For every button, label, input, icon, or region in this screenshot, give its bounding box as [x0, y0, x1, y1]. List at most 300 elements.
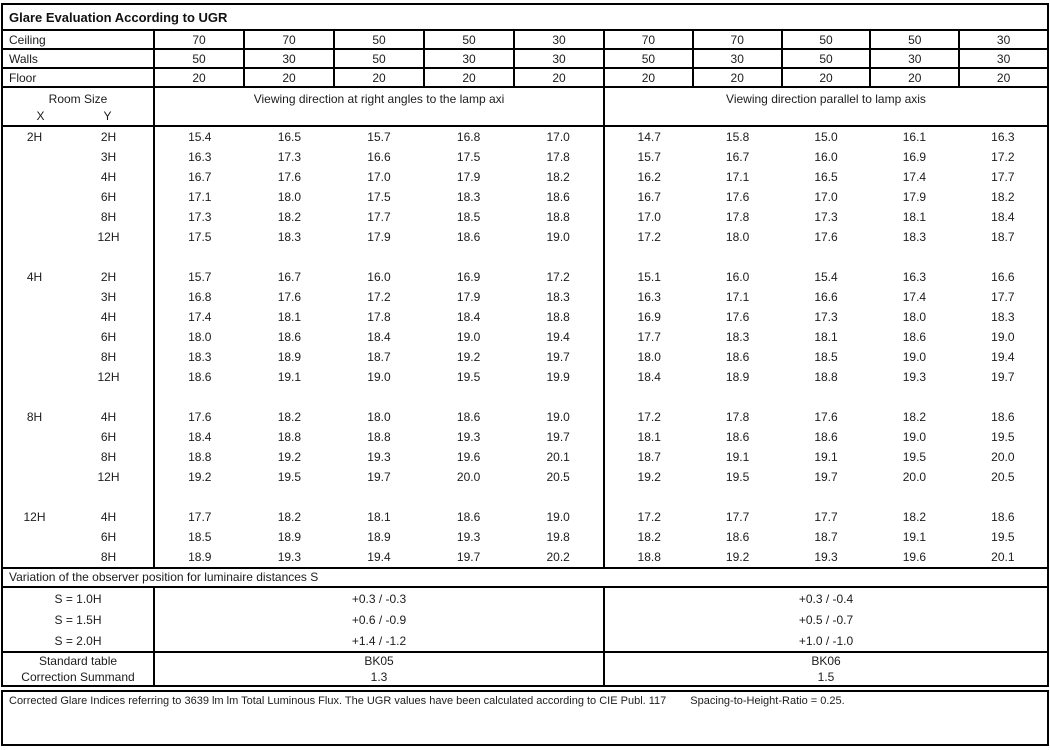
xy-cell	[3, 427, 153, 447]
ugr-row	[3, 167, 1047, 187]
ugr-value: 17.8	[546, 150, 570, 164]
variation-right-value: +1.0 / -1.0	[603, 630, 1047, 651]
ugr-value: 16.5	[814, 170, 838, 184]
ugr-value: 17.6	[188, 410, 212, 424]
xy-cell	[3, 227, 153, 247]
room-xy-labels	[3, 109, 153, 123]
ugr-value: 19.2	[277, 450, 302, 464]
ugr-value: 19.3	[902, 370, 927, 384]
ugr-value: 18.5	[188, 530, 212, 544]
surface-value: 20	[243, 69, 333, 86]
y-value: 6H	[100, 190, 117, 204]
right-values	[603, 407, 1047, 427]
ugr-value: 18.6	[188, 370, 212, 384]
surface-value: 30	[692, 50, 781, 67]
ugr-value: 16.3	[991, 130, 1015, 144]
page-title: Glare Evaluation According to UGR	[3, 5, 1047, 31]
ugr-row	[3, 307, 1047, 327]
x-value	[3, 447, 78, 467]
ugr-row	[3, 527, 1047, 547]
summary-label: Standard table	[38, 654, 118, 668]
x-value	[3, 427, 78, 447]
ugr-value: 19.6	[456, 450, 481, 464]
x-axis-label: X	[36, 109, 45, 123]
ugr-row	[3, 227, 1047, 247]
ugr-value: 18.8	[546, 310, 570, 324]
y-value: 3H	[100, 150, 117, 164]
y-axis-label: Y	[103, 109, 112, 123]
xy-cell	[3, 127, 153, 147]
ugr-value: 16.2	[637, 170, 661, 184]
ugr-value: 18.3	[991, 310, 1015, 324]
ugr-value: 18.2	[991, 190, 1015, 204]
x-value	[3, 367, 78, 387]
x-value	[3, 187, 78, 207]
ugr-value: 19.3	[277, 550, 302, 564]
ugr-value: 16.6	[814, 290, 838, 304]
ugr-value	[424, 247, 514, 267]
surface-left-group	[153, 31, 603, 48]
ugr-value: 18.6	[277, 330, 302, 344]
x-value	[3, 227, 78, 247]
ugr-value: 17.6	[725, 190, 750, 204]
left-values	[153, 127, 603, 147]
variation-row	[3, 609, 1047, 630]
ugr-value	[334, 387, 424, 407]
variation-block	[3, 588, 1047, 651]
ugr-value: 15.1	[637, 270, 661, 284]
ugr-value: 20.1	[991, 550, 1015, 564]
ugr-value: 16.3	[188, 150, 212, 164]
ugr-value: 19.5	[277, 470, 302, 484]
ugr-value: 20.0	[902, 470, 927, 484]
ugr-value: 17.6	[277, 170, 302, 184]
left-values	[153, 547, 603, 567]
ugr-value: 18.8	[546, 210, 570, 224]
left-values	[153, 487, 603, 507]
ugr-value: 17.7	[814, 510, 838, 524]
xy-cell	[3, 387, 153, 407]
left-values	[153, 227, 603, 247]
ugr-value: 19.0	[456, 330, 481, 344]
ugr-value: 17.8	[725, 410, 750, 424]
y-value: 2H	[100, 130, 117, 144]
ugr-value: 19.5	[725, 470, 750, 484]
xy-cell	[3, 527, 153, 547]
ugr-value: 18.0	[277, 190, 302, 204]
ugr-value: 17.1	[725, 290, 750, 304]
ugr-value: 18.6	[902, 330, 927, 344]
ugr-value: 18.4	[367, 330, 391, 344]
summary-row	[3, 653, 1047, 669]
footer-ratio-text: Spacing-to-Height-Ratio = 0.25.	[690, 695, 845, 707]
ugr-value: 14.7	[637, 130, 661, 144]
ugr-value: 18.0	[637, 350, 661, 364]
y-value	[78, 387, 153, 407]
ugr-row	[3, 507, 1047, 527]
xy-cell	[3, 447, 153, 467]
variation-left-value: +0.3 / -0.3	[153, 588, 603, 609]
ugr-value: 19.6	[902, 550, 927, 564]
ugr-value: 19.3	[814, 550, 838, 564]
right-values	[603, 427, 1047, 447]
summary-label: Correction Summand	[21, 670, 135, 684]
ugr-value	[693, 387, 781, 407]
variation-row	[3, 630, 1047, 651]
ugr-row	[3, 287, 1047, 307]
ugr-value: 18.9	[277, 350, 302, 364]
ugr-value: 18.3	[188, 350, 212, 364]
left-values	[153, 427, 603, 447]
right-values	[603, 307, 1047, 327]
ugr-value: 17.2	[637, 230, 661, 244]
surface-right-group	[603, 50, 1047, 67]
ugr-value: 16.0	[814, 150, 838, 164]
ugr-value: 19.9	[546, 370, 570, 384]
ugr-value: 16.9	[902, 150, 927, 164]
ugr-value: 18.7	[991, 230, 1015, 244]
ugr-value: 17.2	[637, 410, 661, 424]
summary-right-value: BK06	[603, 653, 1047, 669]
ugr-value: 15.7	[188, 270, 212, 284]
left-values	[153, 387, 603, 407]
summary-block	[3, 651, 1047, 685]
ugr-value: 17.6	[814, 410, 838, 424]
ugr-value	[870, 247, 958, 267]
y-value: 12H	[97, 370, 120, 384]
ugr-value: 19.0	[546, 230, 570, 244]
left-values	[153, 447, 603, 467]
ugr-value: 17.4	[902, 290, 927, 304]
y-value: 6H	[100, 530, 117, 544]
ugr-value	[605, 487, 693, 507]
right-values	[603, 367, 1047, 387]
footer-note	[9, 695, 1041, 707]
x-value	[3, 487, 78, 507]
x-value: 4H	[26, 270, 43, 284]
surface-value: 20	[869, 69, 958, 86]
ugr-value	[245, 387, 335, 407]
y-value: 6H	[100, 330, 117, 344]
ugr-value: 16.7	[188, 170, 212, 184]
ugr-value	[513, 487, 603, 507]
ugr-value: 17.7	[991, 290, 1015, 304]
ugr-value: 16.6	[367, 150, 391, 164]
surface-value: 20	[333, 69, 423, 86]
ugr-row	[3, 547, 1047, 567]
ugr-row	[3, 467, 1047, 487]
ugr-value: 17.5	[456, 150, 481, 164]
y-value: 4H	[100, 410, 117, 424]
ugr-value: 17.1	[725, 170, 750, 184]
ugr-value: 16.9	[456, 270, 481, 284]
ugr-value: 19.1	[902, 530, 927, 544]
ugr-value: 17.9	[456, 290, 481, 304]
ugr-value	[155, 387, 245, 407]
surface-label: Ceiling	[9, 32, 46, 47]
xy-cell	[3, 307, 153, 327]
ugr-value: 17.2	[991, 150, 1015, 164]
summary-row	[3, 669, 1047, 685]
ugr-value: 19.1	[277, 370, 302, 384]
xy-cell	[3, 187, 153, 207]
ugr-value: 19.5	[991, 430, 1015, 444]
surface-value: 30	[243, 50, 333, 67]
ugr-row	[3, 427, 1047, 447]
y-value: 8H	[100, 210, 117, 224]
left-values	[153, 167, 603, 187]
ugr-value: 18.6	[725, 530, 750, 544]
right-values	[603, 267, 1047, 287]
right-values	[603, 227, 1047, 247]
left-values	[153, 407, 603, 427]
surface-value: 70	[153, 31, 243, 48]
x-value	[3, 467, 78, 487]
ugr-row	[3, 267, 1047, 287]
ugr-value	[693, 487, 781, 507]
left-values	[153, 287, 603, 307]
x-value	[3, 167, 78, 187]
ugr-value: 18.6	[456, 410, 481, 424]
ugr-row	[3, 147, 1047, 167]
ugr-value: 18.3	[725, 330, 750, 344]
y-value: 4H	[100, 170, 117, 184]
ugr-value	[782, 247, 870, 267]
ugr-value: 16.7	[277, 270, 302, 284]
room-size-label: Room Size	[48, 92, 108, 106]
ugr-value	[782, 487, 870, 507]
x-value	[3, 207, 78, 227]
ugr-value: 18.8	[367, 430, 391, 444]
ugr-value: 19.5	[902, 450, 927, 464]
left-values	[153, 267, 603, 287]
surface-value: 50	[781, 31, 870, 48]
ugr-value: 16.7	[637, 190, 661, 204]
ugr-value: 18.0	[902, 310, 927, 324]
surface-value: 50	[333, 50, 423, 67]
ugr-value	[155, 247, 245, 267]
summary-left-value: 1.3	[153, 669, 603, 685]
ugr-value: 17.7	[367, 210, 391, 224]
ugr-value: 18.2	[902, 510, 927, 524]
ugr-value: 18.1	[637, 430, 661, 444]
surface-value: 70	[243, 31, 333, 48]
surface-value: 30	[513, 31, 603, 48]
variation-distance-label: S = 1.0H	[54, 591, 102, 606]
ugr-value: 16.8	[456, 130, 481, 144]
ugr-value: 17.8	[725, 210, 750, 224]
ugr-value	[959, 487, 1047, 507]
variation-distance-label: S = 2.0H	[54, 633, 102, 648]
ugr-value	[334, 487, 424, 507]
y-value: 12H	[97, 230, 120, 244]
ugr-value: 20.5	[991, 470, 1015, 484]
ugr-value	[870, 487, 958, 507]
x-value: 12H	[23, 510, 46, 524]
ugr-value: 20.1	[546, 450, 570, 464]
surface-value: 50	[781, 50, 870, 67]
ugr-value: 17.1	[188, 190, 212, 204]
ugr-value: 17.3	[188, 210, 212, 224]
xy-cell	[3, 247, 153, 267]
surface-row	[3, 31, 1047, 50]
ugr-value: 17.9	[456, 170, 481, 184]
ugr-value: 18.2	[277, 210, 302, 224]
right-values	[603, 527, 1047, 547]
ugr-value: 18.3	[456, 190, 481, 204]
ugr-value	[693, 247, 781, 267]
surface-value: 20	[958, 69, 1047, 86]
surface-left-group	[153, 50, 603, 67]
ugr-value: 19.0	[546, 510, 570, 524]
ugr-value: 17.6	[814, 230, 838, 244]
ugr-value	[782, 387, 870, 407]
surface-value: 20	[603, 69, 692, 86]
ugr-value: 18.6	[546, 190, 570, 204]
left-values	[153, 207, 603, 227]
ugr-value: 18.7	[367, 350, 391, 364]
ugr-value: 16.8	[188, 290, 212, 304]
surface-value: 20	[692, 69, 781, 86]
ugr-value: 17.8	[367, 310, 391, 324]
ugr-value: 17.0	[637, 210, 661, 224]
surface-value: 30	[958, 31, 1047, 48]
ugr-value: 18.6	[725, 350, 750, 364]
ugr-value: 18.2	[902, 410, 927, 424]
right-values	[603, 487, 1047, 507]
x-value	[3, 287, 78, 307]
surface-row	[3, 50, 1047, 69]
xy-cell	[3, 407, 153, 427]
y-value	[78, 247, 153, 267]
ugr-value: 19.7	[367, 470, 391, 484]
ugr-value: 20.2	[546, 550, 570, 564]
right-values	[603, 447, 1047, 467]
table-header-row	[3, 88, 1047, 127]
surface-label: Floor	[9, 70, 37, 85]
ugr-value: 18.1	[814, 330, 838, 344]
right-values	[603, 247, 1047, 267]
section-spacer-row	[3, 487, 1047, 507]
ugr-row	[3, 187, 1047, 207]
ugr-value: 18.6	[814, 430, 838, 444]
x-value	[3, 307, 78, 327]
ugr-value	[245, 247, 335, 267]
ugr-value: 18.8	[637, 550, 661, 564]
ugr-value: 18.5	[814, 350, 838, 364]
ugr-value: 19.5	[456, 370, 481, 384]
surface-right-group	[603, 31, 1047, 48]
ugr-value: 17.6	[725, 310, 750, 324]
xy-cell	[3, 327, 153, 347]
ugr-value: 17.9	[902, 190, 927, 204]
right-values	[603, 347, 1047, 367]
variation-right-value: +0.5 / -0.7	[603, 609, 1047, 630]
ugr-value: 17.3	[277, 150, 302, 164]
ugr-value: 19.5	[991, 530, 1015, 544]
xy-cell	[3, 267, 153, 287]
ugr-value: 17.7	[725, 510, 750, 524]
surface-value: 30	[513, 50, 603, 67]
right-values	[603, 287, 1047, 307]
ugr-value	[334, 247, 424, 267]
ugr-value: 16.3	[637, 290, 661, 304]
ugr-value: 18.9	[725, 370, 750, 384]
surface-value: 50	[333, 31, 423, 48]
ugr-value: 18.4	[188, 430, 212, 444]
ugr-value: 15.7	[637, 150, 661, 164]
ugr-value: 19.8	[546, 530, 570, 544]
variation-right-value: +0.3 / -0.4	[603, 588, 1047, 609]
ugr-value: 19.7	[814, 470, 838, 484]
variation-distance-label: S = 1.5H	[54, 612, 102, 627]
ugr-value: 19.0	[902, 350, 927, 364]
ugr-value: 17.7	[188, 510, 212, 524]
xy-cell	[3, 147, 153, 167]
ugr-value: 16.1	[902, 130, 927, 144]
left-values	[153, 507, 603, 527]
ugr-value: 18.0	[367, 410, 391, 424]
ugr-value: 19.7	[456, 550, 481, 564]
ugr-value: 19.7	[991, 370, 1015, 384]
ugr-value	[605, 247, 693, 267]
ugr-value: 18.1	[902, 210, 927, 224]
viewing-parallel-heading: Viewing direction parallel to lamp axis	[603, 88, 1047, 125]
ugr-row	[3, 127, 1047, 147]
ugr-value: 20.0	[991, 450, 1015, 464]
ugr-value: 16.9	[637, 310, 661, 324]
glare-evaluation-table	[1, 3, 1049, 687]
section-spacer-row	[3, 387, 1047, 407]
ugr-row	[3, 367, 1047, 387]
ugr-value: 18.8	[188, 450, 212, 464]
left-values	[153, 247, 603, 267]
y-value: 8H	[100, 450, 117, 464]
ugr-value: 19.4	[367, 550, 391, 564]
ugr-value: 18.6	[725, 430, 750, 444]
ugr-value: 16.0	[367, 270, 391, 284]
surface-value: 30	[423, 50, 513, 67]
ugr-value: 17.4	[902, 170, 927, 184]
left-values	[153, 307, 603, 327]
ugr-value: 19.0	[546, 410, 570, 424]
variation-section-title: Variation of the observer position for luminaire distances S	[3, 567, 1047, 588]
surface-value: 20	[423, 69, 513, 86]
y-value: 12H	[97, 470, 120, 484]
xy-cell	[3, 347, 153, 367]
room-size-header	[3, 88, 153, 125]
ugr-value: 18.9	[367, 530, 391, 544]
section-spacer-row	[3, 247, 1047, 267]
ugr-value	[959, 247, 1047, 267]
ugr-value: 19.7	[546, 350, 570, 364]
right-values	[603, 127, 1047, 147]
right-values	[603, 207, 1047, 227]
ugr-value: 18.0	[725, 230, 750, 244]
ugr-value: 18.4	[456, 310, 481, 324]
left-values	[153, 367, 603, 387]
xy-cell	[3, 547, 153, 567]
ugr-value: 18.6	[456, 230, 481, 244]
ugr-value: 17.3	[814, 210, 838, 224]
ugr-value: 18.4	[991, 210, 1015, 224]
ugr-value	[513, 387, 603, 407]
xy-cell	[3, 507, 153, 527]
right-values	[603, 167, 1047, 187]
ugr-value: 18.4	[637, 370, 661, 384]
ugr-value: 17.3	[814, 310, 838, 324]
ugr-value: 18.0	[188, 330, 212, 344]
